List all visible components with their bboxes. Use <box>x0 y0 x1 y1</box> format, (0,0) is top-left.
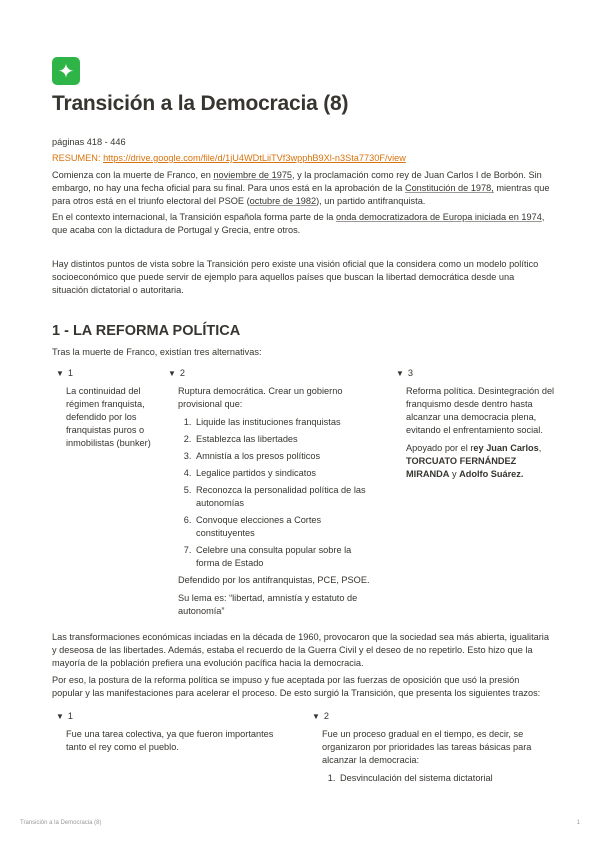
toggle-label: 3 <box>407 368 414 378</box>
alternative-2 <box>168 367 373 618</box>
text: , y la proclamación como rey de Juan Carlos I de Borbón. Sin embargo, no hay una fecha oficial para su final. Para unos está en la aprobación de la <box>52 170 542 193</box>
list-item: 2. Establezca las libertades <box>194 433 373 446</box>
toggle-2[interactable] <box>168 367 373 380</box>
alternative-3-support <box>406 442 556 481</box>
section-heading-reforma: 1 - LA REFORMA POLÍTICA <box>52 323 241 339</box>
trait-2 <box>312 710 547 789</box>
section-lead: Tras la muerte de Franco, existían tres alternativas: <box>52 347 262 357</box>
toggle-label: 2 <box>323 711 330 721</box>
text: , que acaba con la dictadura de Portugal y Grecia, entre otros. <box>52 212 545 235</box>
paragraph-postura: Por eso, la postura de la reforma política se impuso y fue aceptada por las fuerzas de oposición que usó la presión popular y las manifestaciones para acelerar el proceso. De esto surgió la Transición, que presenta los siguientes trazos: <box>52 675 541 698</box>
toggle-label: 1 <box>67 368 74 378</box>
toggle-triangle-icon[interactable]: ▼ <box>312 712 320 721</box>
text: y <box>449 469 460 479</box>
date-nov-1975: noviembre de 1975 <box>213 170 293 180</box>
toggle-triangle-icon[interactable]: ▼ <box>168 369 176 378</box>
footer-title: Transición a la Democracia (8) <box>20 820 102 826</box>
alternative-2-intro: Ruptura democrática. Crear un gobierno provisional que: <box>178 386 343 409</box>
list-item: 1. Desvinculación del sistema dictatorial <box>338 772 547 785</box>
page-title: Transición a la Democracia (8) <box>52 92 349 115</box>
onda-democratizadora: onda democratizadora de Europa iniciada en 1974 <box>335 212 542 222</box>
footer-page-number: 1 <box>576 820 580 826</box>
resumen-line <box>52 152 552 165</box>
text: , <box>538 443 542 453</box>
toggle-3[interactable] <box>396 367 556 380</box>
text: mientras que para otros está en el triunfo electoral del PSOE ( <box>52 183 550 206</box>
toggle-label: 1 <box>67 711 74 721</box>
list-item: 3. Amnistía a los presos políticos <box>194 450 373 463</box>
trait-2-text: Fue un proceso gradual en el tiempo, es decir, se organizaron por prioridades las tareas básicas para alcanzar la democracia: <box>322 729 532 765</box>
list-item: 6. Convoque elecciones a Cortes constituyentes <box>194 514 373 540</box>
alternative-3-text: Reforma política. Desintegración del franquismo desde dentro hasta alcanzar una democracia plena, evitando el enfrentamiento social. <box>406 386 555 435</box>
date-oct-1982: octubre de 1982 <box>249 196 317 206</box>
list-item: 7. Celebre una consulta popular sobre la forma de Estado <box>194 544 373 570</box>
toggle-triangle-icon[interactable]: ▼ <box>56 712 64 721</box>
trait-1-text: Fue una tarea colectiva, ya que fueron importantes tanto el rey como el pueblo. <box>66 729 274 752</box>
list-item: 4. Legalice partidos y sindicatos <box>194 467 373 480</box>
toggle-trait-2[interactable] <box>312 710 547 723</box>
resumen-link[interactable]: https://drive.google.com/file/d/1jU4WDtLiiTVf3wpphB9Xl-n3Sta7730F/view <box>103 153 406 163</box>
constitucion-1978: Constitución de 1978, <box>404 183 494 193</box>
list-item: 5. Reconozca la personalidad política de las autonomías <box>194 484 373 510</box>
resumen-label: RESUMEN: <box>52 153 101 163</box>
alternative-1 <box>56 367 156 450</box>
text: Apoyado por el r <box>406 443 474 453</box>
list-item: 1. Liquide las instituciones franquistas <box>194 416 373 429</box>
adolfo-suarez: Adolfo Suárez. <box>459 469 524 479</box>
toggle-1[interactable] <box>56 367 156 380</box>
alternative-2-motto: Su lema es: “libertad, amnistía y estatuto de autonomía” <box>178 593 358 616</box>
toggle-label: 2 <box>179 368 186 378</box>
torcuato-fernandez-miranda: TORCUATO FERNÁNDEZ MIRANDA <box>406 456 517 479</box>
text: Comienza con la muerte de Franco, en <box>52 170 214 180</box>
intro-paragraph-3: Hay distintos puntos de vista sobre la Transición pero existe una visión oficial que la considera como un modelo político socioeconómico que puede servir de ejemplo para aquellos países que buscan la libertad democrática desde una situación dictatorial o autoritaria. <box>52 259 539 295</box>
sparkle-emoji-icon: ✦ <box>52 57 80 85</box>
paragraph-economic: Las transformaciones económicas inciadas en la década de 1960, provocaron que la sociedad sea más abierta, igualitaria y deseosa de las libertades. Además, estaba el recuerdo de la Guerra Civil y el deseo de no repetirlo. Esto hizo que la mayoría de la población prefiera una evolución pacífica hacia la democracia. <box>52 632 549 668</box>
text: En el contexto internacional, la Transición española forma parte de la <box>52 212 336 222</box>
alternative-1-text: La continuidad del régimen franquista, defendido por los franquistas puros o inmobilistas (bunker) <box>66 386 151 448</box>
intro-paragraph-1 <box>52 169 552 208</box>
ruptura-list <box>178 416 373 570</box>
alternative-2-defended: Defendido por los antifranquistas, PCE, PSOE. <box>178 575 370 585</box>
alternative-3 <box>396 367 556 481</box>
trait-1 <box>56 710 286 754</box>
text: ), un partido antifranquista. <box>316 196 426 206</box>
intro-paragraph-2 <box>52 211 552 237</box>
toggle-triangle-icon[interactable]: ▼ <box>56 369 64 378</box>
toggle-trait-1[interactable] <box>56 710 286 723</box>
prioridades-list <box>322 772 547 785</box>
pages-reference: páginas 418 - 446 <box>52 137 126 147</box>
rey-juan-carlos: ey Juan Carlos <box>473 443 539 453</box>
toggle-triangle-icon[interactable]: ▼ <box>396 369 404 378</box>
